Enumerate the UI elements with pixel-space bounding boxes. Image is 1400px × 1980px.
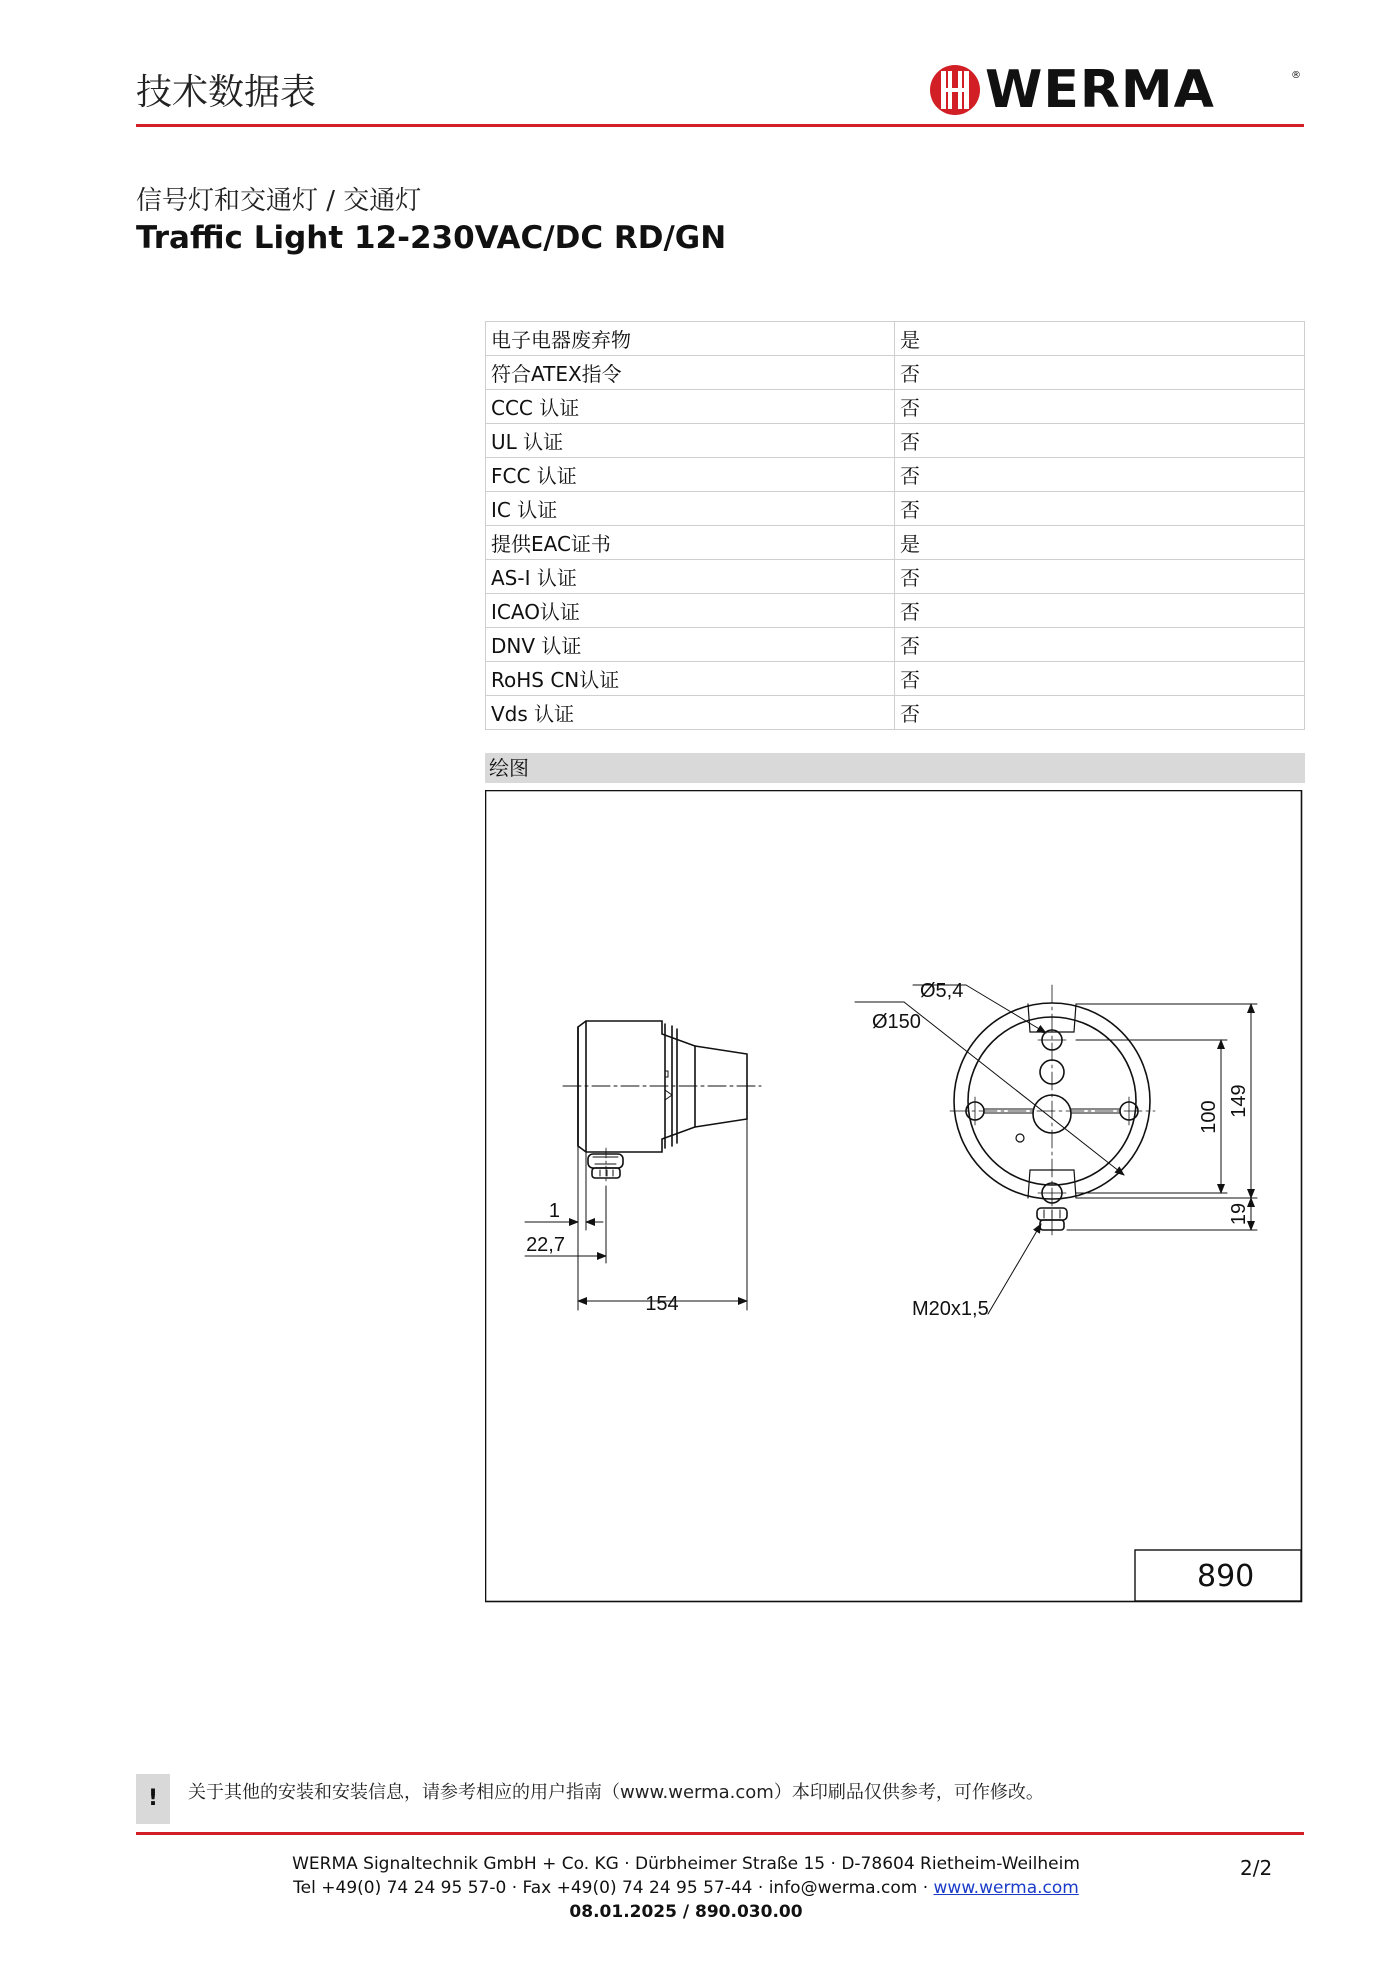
front-view <box>950 985 1155 1238</box>
front-view-dimension-labels <box>872 980 1250 1320</box>
spec-label: UL 认证 <box>486 424 895 458</box>
spec-value: 否 <box>895 458 1305 492</box>
footer-contact-text: Tel +49(0) 74 24 95 57-0 · Fax +49(0) 74 24 95 57-44 · info@werma.com · <box>293 1878 934 1898</box>
footer-rule <box>136 1832 1304 1835</box>
spec-label: CCC 认证 <box>486 390 895 424</box>
spec-value: 否 <box>895 628 1305 662</box>
dim-diameter-150: Ø150 <box>872 1011 921 1033</box>
warning-icon: ! <box>136 1774 170 1824</box>
registered-mark: ® <box>1291 70 1301 81</box>
dim-100: 100 <box>1198 1100 1220 1134</box>
spec-value: 否 <box>895 492 1305 526</box>
dim-22-7: 22,7 <box>526 1234 565 1256</box>
spec-value: 否 <box>895 356 1305 390</box>
spec-row <box>486 492 1305 526</box>
dim-19: 19 <box>1228 1202 1250 1226</box>
spec-value: 否 <box>895 390 1305 424</box>
drawing-section-header <box>485 753 1305 783</box>
spec-label: AS-I 认证 <box>486 560 895 594</box>
header-rule <box>136 124 1304 127</box>
part-number: 890 <box>1197 1559 1255 1594</box>
spec-row <box>486 390 1305 424</box>
technical-drawing <box>485 790 1303 1604</box>
page-number: 2/2 <box>1240 1856 1273 1880</box>
spec-row <box>486 696 1305 730</box>
note-text: 关于其他的安装和安装信息，请参考相应的用户指南（www.werma.com）本印刷品仅供参考，可作修改。 <box>188 1782 1044 1803</box>
product-title: Traffic Light 12-230VAC/DC RD/GN <box>136 220 727 256</box>
werma-logo <box>927 60 1307 120</box>
dim-diameter-5-4: Ø5,4 <box>920 980 964 1002</box>
spec-value: 否 <box>895 560 1305 594</box>
werma-logo-text: WERMA <box>985 60 1215 120</box>
side-view-dimension-labels <box>526 1200 679 1315</box>
spec-label: 电子电器废弃物 <box>486 322 895 356</box>
spec-value: 是 <box>895 322 1305 356</box>
spec-label: FCC 认证 <box>486 458 895 492</box>
spec-value: 否 <box>895 696 1305 730</box>
spec-label: DNV 认证 <box>486 628 895 662</box>
spec-label: 提供EAC证书 <box>486 526 895 560</box>
spec-label: 符合ATEX指令 <box>486 356 895 390</box>
werma-logo-icon <box>927 62 983 118</box>
product-category: 信号灯和交通灯 / 交通灯 <box>136 186 422 216</box>
spec-row <box>486 424 1305 458</box>
spec-label: RoHS CN认证 <box>486 662 895 696</box>
spec-row <box>486 662 1305 696</box>
front-view-dimensions <box>855 985 1257 1314</box>
spec-row <box>486 356 1305 390</box>
info-note <box>136 1774 1136 1824</box>
spec-label: IC 认证 <box>486 492 895 526</box>
footer-date-code: 08.01.2025 / 890.030.00 <box>569 1902 803 1922</box>
spec-value: 否 <box>895 594 1305 628</box>
spec-row <box>486 594 1305 628</box>
spec-value: 是 <box>895 526 1305 560</box>
dim-149: 149 <box>1228 1084 1250 1118</box>
footer-address: WERMA Signaltechnik GmbH + Co. KG · Dürbheimer Straße 15 · D-78604 Rietheim-Weilheim <box>292 1854 1080 1874</box>
spec-label: Vds 认证 <box>486 696 895 730</box>
footer-contact <box>236 1876 1136 1900</box>
spec-row <box>486 560 1305 594</box>
spec-value: 否 <box>895 662 1305 696</box>
dim-154: 154 <box>645 1293 679 1315</box>
spec-value: 否 <box>895 424 1305 458</box>
footer-website-link[interactable]: www.werma.com <box>933 1878 1079 1898</box>
drawing-section-title: 绘图 <box>489 756 529 780</box>
spec-row <box>486 322 1305 356</box>
dim-thread-m20: M20x1,5 <box>912 1298 989 1320</box>
spec-row <box>486 458 1305 492</box>
dim-1: 1 <box>548 1200 560 1222</box>
spec-row <box>486 628 1305 662</box>
document-title: 技术数据表 <box>136 72 317 113</box>
spec-table <box>485 321 1305 730</box>
spec-label: ICAO认证 <box>486 594 895 628</box>
spec-row <box>486 526 1305 560</box>
footer <box>236 1852 1136 1924</box>
side-view <box>563 1021 761 1182</box>
